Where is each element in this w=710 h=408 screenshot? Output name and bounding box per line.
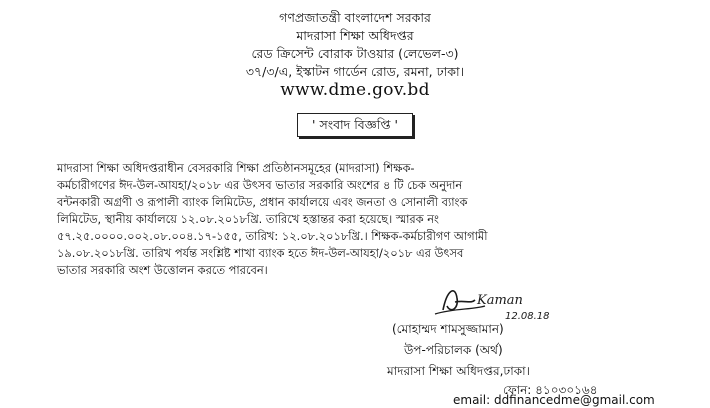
signatory-name: (মোহাম্মদ শামসুজ্জামান)	[392, 322, 504, 336]
signatory-designation: উপ-পরিচালক (অর্থ)	[404, 343, 503, 357]
svg-text:Kaman: Kaman	[477, 293, 523, 308]
directorate-name: মাদরাসা শিক্ষা অধিদপ্তর	[296, 28, 414, 43]
body-line: বন্টনকারী অগ্রণী ও রূপালী ব্যাংক লিমিটেড, প্রধান কার্যালয়ে এবং জনতা ও সোনালী ব্যাংক	[57, 195, 468, 209]
body-line: কর্মচারীগণের ঈদ-উল-আযহা/২০১৮ এর উৎসব ভাতার সরকারি অংশের ৪ টি চেক অনুদান	[57, 178, 463, 192]
body-line: ৫৭.২৫.০০০০.০০২.০৮.০০৪.১৭-১৫৫, তারিখ: ১২.০৮.২০১৮খ্রি.। শিক্ষক-কর্মচারীগণ আগামী	[57, 229, 488, 243]
body-line: মাদরাসা শিক্ষা অধিদপ্তরাধীন বেসরকারি শিক্ষা প্রতিষ্ঠানসমূহের (মাদরাসা) শিক্ষক-	[57, 161, 415, 175]
government-name: গণপ্রজাতন্ত্রী বাংলাদেশ সরকার	[279, 10, 431, 25]
body-line: ভাতার সরকারি অংশ উত্তোলন করতে পারবেন।	[57, 263, 268, 277]
contact-email[interactable]: email: ddfinancedme@gmail.com	[453, 393, 655, 407]
press-release-title: ' সংবাদ বিজ্ঞপ্তি '	[297, 113, 413, 137]
contact-phone: ফোন: ৪১০৩০১৬৪	[503, 383, 598, 397]
body-line: ১৯.০৮.২০১৮খ্রি. তারিখ পর্যন্ত সংশ্লিষ্ট শাখা ব্যাংক হতে ঈদ-উল-আযহা/২০১৮ এর উৎসব	[57, 246, 464, 260]
svg-text:12.08.18: 12.08.18	[505, 311, 550, 322]
website-link[interactable]: www.dme.gov.bd	[280, 80, 430, 100]
building-address: রেড ক্রিসেন্ট বোরাক টাওয়ার (লেভেল-৩)	[251, 46, 459, 61]
street-address: ৩৭/৩/এ, ইস্কাটন গার্ডেন রোড, রমনা, ঢাকা।	[245, 64, 465, 79]
signatory-office: মাদরাসা শিক্ষা অধিদপ্তর,ঢাকা।	[387, 364, 530, 378]
body-line: লিমিটেড, স্থানীয় কার্যালয়ে ১২.০৮.২০১৮খ্রি. তারিখে হস্তান্তর করা হয়েছে। স্মারক নং	[57, 212, 439, 226]
title-container	[0, 113, 710, 137]
handwritten-signature	[425, 280, 575, 325]
